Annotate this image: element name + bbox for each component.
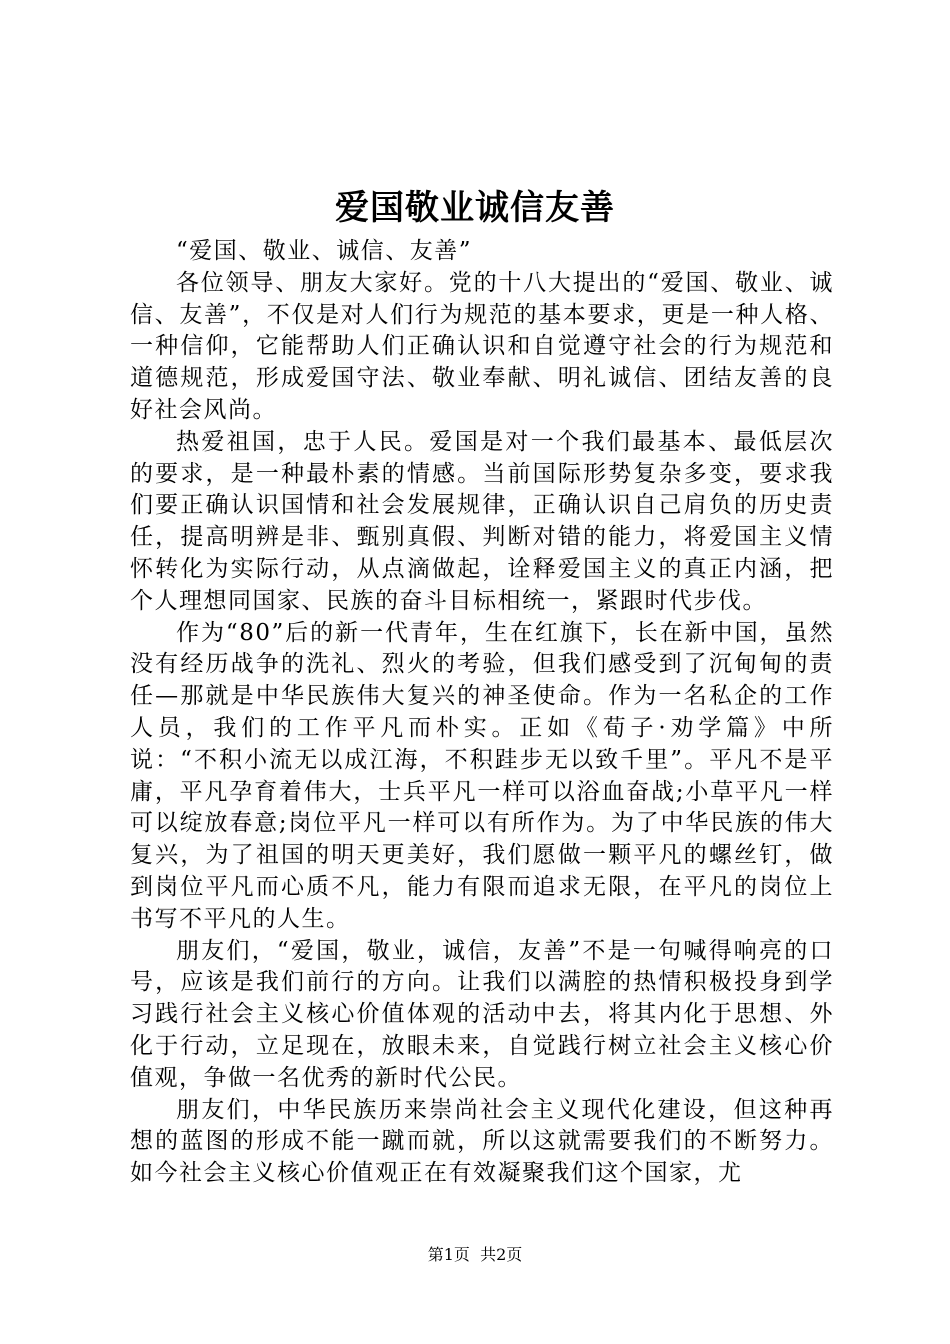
paragraph-patriotism: 热爱祖国，忠于人民。爱国是对一个我们最基本、最低层次的要求，是一种最朴素的情感。当前国际形势复杂多变，要求我们要正确认识国情和社会发展规律，正确认识自己肩负的历史责任，提高明辨是非、甄别真假、判断对错的能力，将爱国主义情怀转化为实际行动，从点滴做起，诠释爱国主义的真正内涵，把个人理想同国家、民族的奋斗目标相统一，紧跟时代步伐。 — [130, 428, 834, 614]
paragraph-friends-slogan: 朋友们，“爱国，敬业，诚信，友善”不是一句喊得响亮的口号，应该是我们前行的方向。让我们以满腔的热情积极投身到学习践行社会主义核心价值体观的活动中去，将其内化于思想、外化于行动，立足现在，放眼未来，自觉践行树立社会主义核心价值观，争做一名优秀的新时代公民。 — [130, 937, 834, 1091]
paragraph-youth: 作为“80”后的新一代青年，生在红旗下，长在新中国，虽然没有经历战争的洗礼、烈火的考验，但我们感受到了沉甸甸的责任—那就是中华民族伟大复兴的神圣使命。作为一名私企的工作人员，我们的工作平凡而朴实。正如《荀子·劝学篇》中所说：“不积小流无以成江海，不积跬步无以致千里”。平凡不是平庸，平凡孕育着伟大，士兵平凡一样可以浴血奋战;小草平凡一样可以绽放春意;岗位平凡一样可以有所作为。为了中华民族的伟大复兴，为了祖国的明天更美好，我们愿做一颗平凡的螺丝钉，做到岗位平凡而心质不凡，能力有限而追求无限，在平凡的岗位上书写不平凡的人生。 — [130, 619, 834, 932]
document-body — [130, 236, 834, 1190]
page-number: 第1页 共2页 — [427, 1245, 523, 1264]
paragraph-friends-blueprint: 朋友们，中华民族历来崇尚社会主义现代化建设，但这种再想的蓝图的形成不能一蹴而就，所以这就需要我们的不断努力。如今社会主义核心价值观正在有效凝聚我们这个国家，尤 — [130, 1096, 834, 1187]
paragraph-quote: “爱国、敬业、诚信、友善” — [176, 238, 473, 264]
page-footer — [0, 1244, 950, 1266]
document-title: 爱国敬业诚信友善 — [335, 188, 615, 228]
paragraph-greeting: 各位领导、朋友大家好。党的十八大提出的“爱国、敬业、诚信、友善”，不仅是对人们行为规范的基本要求，更是一种人格、一种信仰，它能帮助人们正确认识和自觉遵守社会的行为规范和道德规范，形成爱国守法、敬业奉献、明礼诚信、团结友善的良好社会风尚。 — [130, 269, 834, 423]
